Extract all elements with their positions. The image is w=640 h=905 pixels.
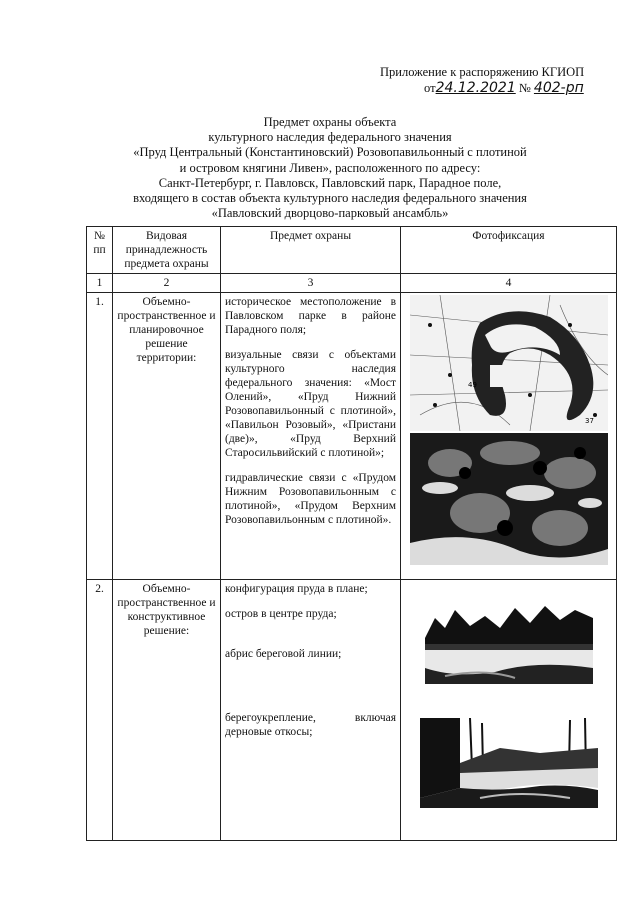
header-category: Видовая принадлежность предмета охраны	[113, 227, 221, 274]
map-label: 49	[467, 381, 477, 389]
protection-table	[86, 226, 617, 841]
row-subjects	[221, 580, 401, 841]
shoreline-photo	[420, 718, 598, 808]
title-line: входящего в состав объекта культурного наследия федерального значения	[133, 191, 527, 206]
col-number: 3	[221, 274, 401, 293]
appendix-date: 24.12.2021	[435, 80, 516, 96]
header-num: № пп	[87, 227, 113, 274]
subject-item: абрис береговой линии;	[225, 648, 342, 660]
table-row	[87, 293, 617, 580]
title-line: «Пруд Центральный (Константиновский) Розовопавильонный с плотиной	[133, 145, 527, 160]
pond-photo	[425, 598, 593, 684]
title-line: Санкт-Петербург, г. Павловск, Павловский парк, Парадное поле,	[158, 175, 502, 190]
col-number: 2	[113, 274, 221, 293]
appendix-prefix: от	[424, 81, 436, 95]
map-label: 37	[584, 417, 594, 425]
row-photos	[401, 293, 617, 580]
row-number: 2.	[87, 580, 113, 841]
title-line: Предмет охраны объекта	[263, 115, 397, 129]
title-line: культурного наследия федерального значения	[208, 130, 452, 145]
subject-item: берегоукрепление, включая дерновые откосы;	[225, 712, 396, 738]
appendix-num-sign: №	[518, 81, 531, 95]
subject-item: визуальные связи с объектами культурного наследия федерального значения: «Мост Олений», «Пруд Нижний Розовопавильонный с плотиной», «Павильон Розовый», «Пристани (две)», «Пруд Верхний Старосильвийский с плотиной»;	[225, 349, 396, 459]
subject-item: историческое местоположение в Павловском парке в районе Парадного поля;	[225, 296, 396, 336]
subject-item: конфигурация пруда в плане;	[225, 583, 368, 595]
row-number: 1.	[87, 293, 113, 580]
row-subjects	[221, 293, 401, 580]
title-line: «Павловский дворцово-парковый ансамбль»	[211, 206, 449, 221]
table-row	[87, 580, 617, 841]
header-photo: Фотофиксация	[401, 227, 617, 274]
appendix-line2	[424, 80, 620, 96]
row-category: Объемно-пространственное и планировочное решение территории:	[113, 293, 221, 580]
document-title	[90, 115, 570, 221]
subject-item: гидравлические связи с «Прудом Нижним Розовопавильонным с плотиной», «Прудом Верхним Розовопавильонным с плотиной».	[225, 472, 396, 526]
column-number-row	[87, 274, 617, 293]
row-category: Объемно-пространственное и конструктивное решение:	[113, 580, 221, 841]
site-map-image	[410, 295, 608, 431]
col-number: 1	[87, 274, 113, 293]
col-number: 4	[401, 274, 617, 293]
subject-item: остров в центре пруда;	[225, 608, 337, 620]
aerial-photo	[410, 433, 608, 565]
header-subject: Предмет охраны	[221, 227, 401, 274]
appendix-line1: Приложение к распоряжению КГИОП	[380, 65, 585, 79]
appendix-header	[380, 64, 620, 96]
appendix-number: 402-рп	[533, 80, 584, 96]
table-header-row	[87, 227, 617, 274]
row-photos	[401, 580, 617, 841]
title-line: и островом княгини Ливен», расположенного по адресу:	[179, 160, 481, 175]
